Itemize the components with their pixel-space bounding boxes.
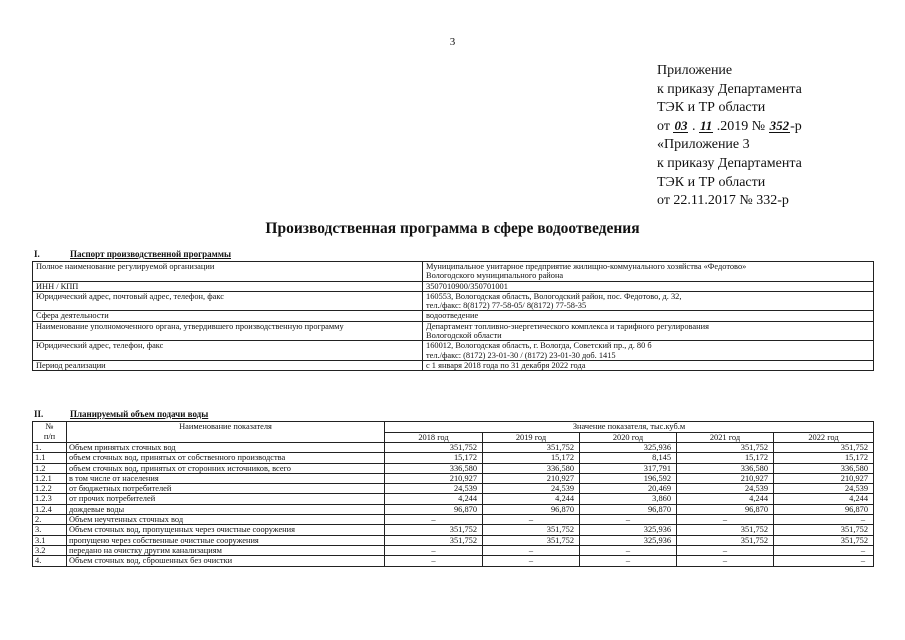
- passport-label: Полное наименование регулируемой организации: [33, 262, 423, 282]
- value-cell: 196,592: [580, 473, 677, 483]
- value-cell: 96,870: [483, 504, 580, 514]
- passport-value-line: Вологодского муниципального района: [426, 271, 564, 281]
- passport-value: [423, 341, 874, 361]
- value-cell: 4,244: [774, 494, 874, 504]
- appendix-line: «Приложение 3: [657, 137, 750, 153]
- row-number: 2.: [33, 515, 67, 525]
- passport-value-line: 160553, Вологодская область, Вологодский район, пос. Федотово, д. 32,: [426, 291, 682, 301]
- date-prefix: от: [657, 118, 670, 134]
- value-cell: 336,580: [483, 463, 580, 473]
- passport-value: [423, 321, 874, 341]
- section-title: Планируемый объем подачи воды: [70, 409, 209, 419]
- value-cell: –: [774, 545, 874, 555]
- row-name: от прочих потребителей: [67, 494, 385, 504]
- passport-value: [423, 291, 874, 311]
- appendix-line: от 22.11.2017 № 332-р: [657, 193, 789, 209]
- table-row: [33, 321, 874, 341]
- value-cell: 325,936: [580, 525, 677, 535]
- value-cell: 351,752: [677, 525, 774, 535]
- value-cell: 325,936: [580, 535, 677, 545]
- row-name: Объем сточных вод, сброшенных без очистки: [67, 556, 385, 566]
- header-value-group: Значение показателя, тыс.куб.м: [385, 422, 874, 433]
- handwritten-number: 352: [769, 117, 790, 133]
- passport-label: Юридический адрес, почтовый адрес, телефон, факс: [33, 291, 423, 311]
- value-cell: 336,580: [774, 463, 874, 473]
- passport-value-line: тел./факс: (8172) 23-01-30 / (8172) 23-01-30 доб. 1415: [426, 350, 616, 360]
- row-name: дождевые воды: [67, 504, 385, 514]
- appendix-block: [657, 62, 802, 211]
- passport-value-line: с 1 января 2018 года по 31 декабря 2022 года: [426, 360, 586, 370]
- table-row: [33, 341, 874, 361]
- table-row: [33, 484, 874, 494]
- value-cell: 351,752: [483, 525, 580, 535]
- page-number: 3: [449, 36, 456, 48]
- row-name: объем сточных вод, принятых от сторонних источников, всего: [67, 463, 385, 473]
- value-cell: 210,927: [483, 473, 580, 483]
- table-row: [33, 545, 874, 555]
- header-number: [33, 422, 67, 443]
- value-cell: 351,752: [483, 535, 580, 545]
- row-number: 1.1: [33, 453, 67, 463]
- value-cell: 351,752: [774, 525, 874, 535]
- value-cell: 351,752: [677, 535, 774, 545]
- table-row: [33, 281, 874, 291]
- appendix-line: Приложение: [657, 63, 733, 78]
- volume-table: [32, 421, 874, 567]
- value-cell: –: [580, 515, 677, 525]
- passport-label: Юридический адрес, телефон, факс: [33, 341, 423, 361]
- appendix-line: к приказу Департамента: [657, 81, 802, 97]
- row-name: Объем принятых сточных вод: [67, 443, 385, 453]
- row-number: 4.: [33, 556, 67, 566]
- value-cell: 96,870: [385, 504, 483, 514]
- value-cell: –: [580, 556, 677, 566]
- row-number: 1.2.4: [33, 504, 67, 514]
- header-year: 2020 год: [580, 432, 677, 443]
- row-name: от бюджетных потребителей: [67, 484, 385, 494]
- row-name: Объем неучтенных сточных вод: [67, 515, 385, 525]
- passport-label: Сфера деятельности: [33, 311, 423, 321]
- value-cell: 20,469: [580, 484, 677, 494]
- value-cell: –: [677, 515, 774, 525]
- row-number: 1.2: [33, 463, 67, 473]
- table-row: [33, 473, 874, 483]
- value-cell: 24,539: [385, 484, 483, 494]
- table-row: [33, 291, 874, 311]
- value-cell: –: [774, 556, 874, 566]
- value-cell: 210,927: [385, 473, 483, 483]
- value-cell: –: [677, 545, 774, 555]
- value-cell: 15,172: [385, 453, 483, 463]
- table-row: [33, 311, 874, 321]
- value-cell: 24,539: [483, 484, 580, 494]
- table-row: [33, 515, 874, 525]
- document-title: Производственная программа в сфере водоотведения: [265, 220, 640, 237]
- section-heading-passport: [34, 249, 231, 259]
- date-suffix: -р: [790, 118, 802, 134]
- passport-value-line: тел./факс: 8(8172) 77-58-05/ 8(8172) 77-58-35: [426, 301, 587, 311]
- value-cell: 15,172: [677, 453, 774, 463]
- table-row: [33, 504, 874, 514]
- row-name: Объем сточных вод, пропущенных через очистные сооружения: [67, 525, 385, 535]
- passport-label: Период реализации: [33, 360, 423, 370]
- value-cell: 24,539: [774, 484, 874, 494]
- value-cell: 351,752: [385, 535, 483, 545]
- passport-value: [423, 360, 874, 370]
- passport-label: Наименование уполномоченного органа, утвердившего производственную программу: [33, 321, 423, 341]
- appendix-line: к приказу Департамента: [657, 155, 802, 171]
- header-year: 2022 год: [774, 432, 874, 443]
- value-cell: 210,927: [774, 473, 874, 483]
- value-cell: 4,244: [483, 494, 580, 504]
- table-row: [33, 443, 874, 453]
- header-number-line: п/п: [43, 432, 56, 441]
- table-row: [33, 262, 874, 282]
- section-number: I.: [34, 249, 40, 259]
- header-year: 2018 год: [385, 432, 483, 443]
- value-cell: –: [774, 515, 874, 525]
- value-cell: 317,791: [580, 463, 677, 473]
- row-number: 1.2.1: [33, 473, 67, 483]
- header-year: 2019 год: [483, 432, 580, 443]
- value-cell: 24,539: [677, 484, 774, 494]
- value-cell: 15,172: [483, 453, 580, 463]
- value-cell: 325,936: [580, 443, 677, 453]
- row-name: объем сточных вод, принятых от собственного производства: [67, 453, 385, 463]
- value-cell: 8,145: [580, 453, 677, 463]
- value-cell: 4,244: [385, 494, 483, 504]
- section-title: Паспорт производственной программы: [70, 249, 231, 259]
- value-cell: –: [385, 556, 483, 566]
- section-heading-volume: [34, 409, 208, 419]
- passport-value-line: 160012, Вологодская область, г. Вологда, Советский пр., д. 80 б: [426, 341, 652, 351]
- value-cell: 336,580: [385, 463, 483, 473]
- value-cell: –: [483, 556, 580, 566]
- passport-value-line: водоотведение: [426, 311, 479, 321]
- header-indicator-name: Наименование показателя: [67, 422, 385, 443]
- table-row: [33, 463, 874, 473]
- value-cell: 351,752: [677, 443, 774, 453]
- row-name: в том числе от населения: [67, 473, 385, 483]
- row-number: 1.: [33, 443, 67, 453]
- passport-value-line: 3507010900/350701001: [426, 281, 508, 291]
- header-year: 2021 год: [677, 432, 774, 443]
- table-row: [33, 494, 874, 504]
- row-name: передано на очистку другим канализациям: [67, 545, 385, 555]
- appendix-line: ТЭК и ТР области: [657, 100, 766, 116]
- passport-value-line: Департамент топливно-энергетического комплекса и тарифного регулирования: [426, 321, 709, 331]
- table-row: [33, 525, 874, 535]
- appendix-order-line: от 03 . 11 .2019 № 352-р: [657, 117, 802, 134]
- passport-table: [32, 261, 874, 371]
- passport-value: [423, 262, 874, 282]
- value-cell: 351,752: [385, 443, 483, 453]
- appendix-line: ТЭК и ТР области: [657, 174, 766, 190]
- value-cell: –: [385, 515, 483, 525]
- value-cell: 351,752: [774, 443, 874, 453]
- table-row: [33, 556, 874, 566]
- value-cell: 4,244: [677, 494, 774, 504]
- section-number: II.: [34, 409, 44, 419]
- passport-value: [423, 281, 874, 291]
- passport-label: ИНН / КПП: [33, 281, 423, 291]
- value-cell: 96,870: [677, 504, 774, 514]
- value-cell: 96,870: [580, 504, 677, 514]
- table-row: [33, 360, 874, 370]
- passport-value-line: Вологодской области: [426, 331, 502, 341]
- row-number: 3.: [33, 525, 67, 535]
- value-cell: 15,172: [774, 453, 874, 463]
- value-cell: –: [677, 556, 774, 566]
- value-cell: 210,927: [677, 473, 774, 483]
- row-number: 3.2: [33, 545, 67, 555]
- handwritten-month: 11: [699, 117, 713, 133]
- value-cell: –: [580, 545, 677, 555]
- row-number: 1.2.2: [33, 484, 67, 494]
- passport-value-line: Муниципальное унитарное предприятие жилищно-коммунального хозяйства «Федотово»: [426, 262, 747, 271]
- header-number-line: №: [45, 422, 54, 431]
- handwritten-day: 03: [674, 117, 688, 133]
- row-name: пропущено через собственные очистные сооружения: [67, 535, 385, 545]
- row-number: 3.1: [33, 535, 67, 545]
- value-cell: –: [483, 515, 580, 525]
- value-cell: 351,752: [385, 525, 483, 535]
- table-header-row: [33, 422, 874, 433]
- value-cell: 351,752: [483, 443, 580, 453]
- passport-value: [423, 311, 874, 321]
- table-row: [33, 535, 874, 545]
- value-cell: –: [385, 545, 483, 555]
- row-number: 1.2.3: [33, 494, 67, 504]
- value-cell: 96,870: [774, 504, 874, 514]
- table-row: [33, 453, 874, 463]
- date-year: .2019 №: [716, 118, 766, 134]
- value-cell: 3,860: [580, 494, 677, 504]
- value-cell: 336,580: [677, 463, 774, 473]
- value-cell: 351,752: [774, 535, 874, 545]
- value-cell: –: [483, 545, 580, 555]
